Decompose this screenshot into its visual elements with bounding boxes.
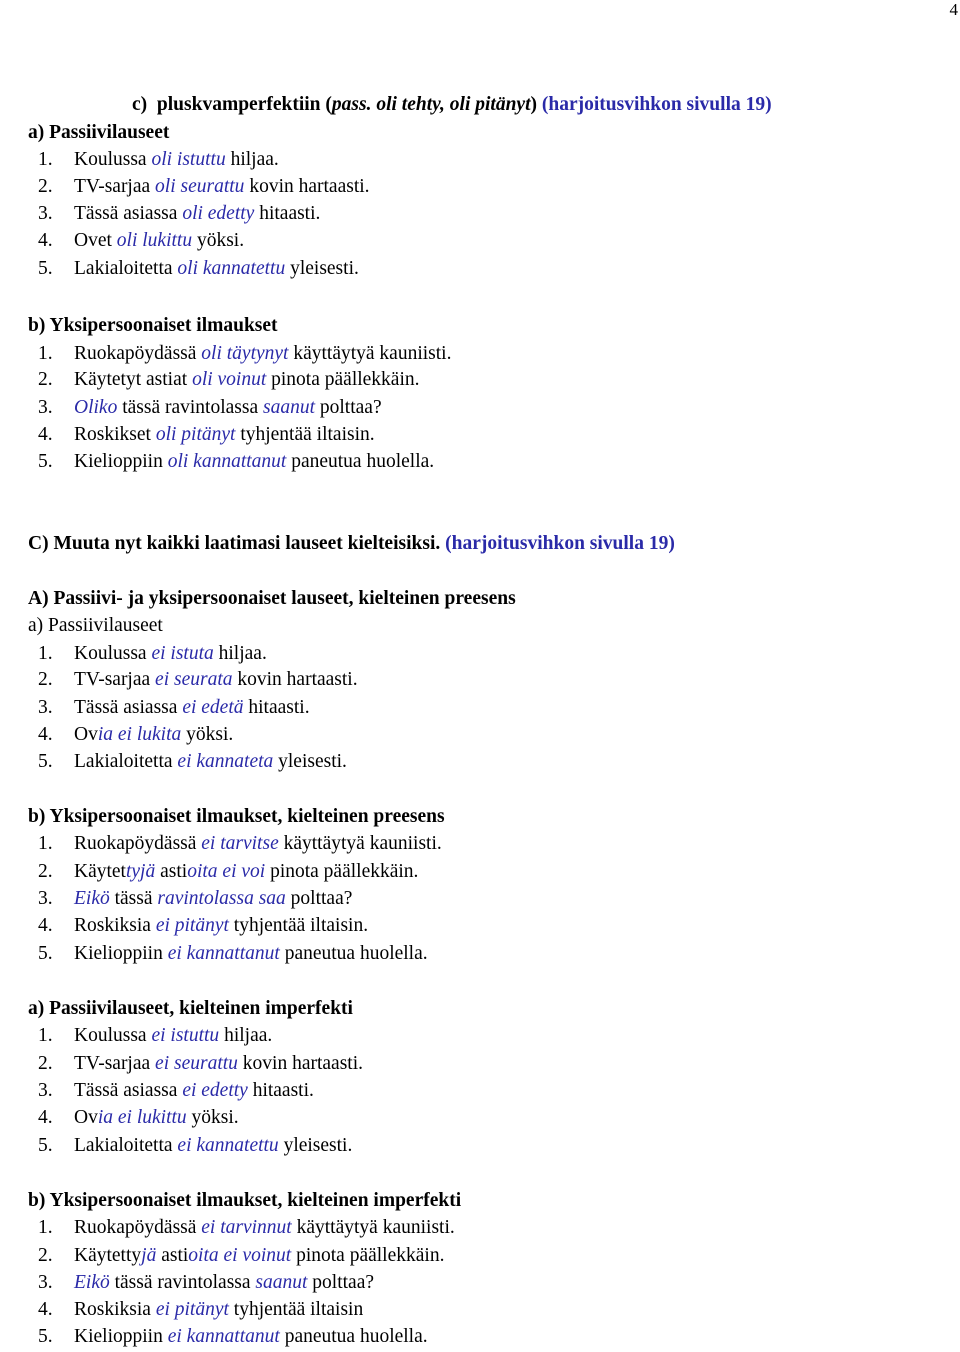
- highlighted-text: ei kannattanut: [167, 943, 280, 964]
- item-number: 2.: [38, 669, 53, 690]
- list-item: [38, 886, 352, 912]
- highlighted-text: oli kannattanut: [167, 451, 287, 472]
- text-segment: pass. oli tehty, oli pitänyt: [331, 94, 531, 115]
- list-item: [38, 913, 368, 939]
- list-item: [38, 1105, 239, 1131]
- item-number: 2.: [38, 176, 53, 197]
- item-number: 3.: [38, 888, 53, 909]
- item-number: 4.: [38, 424, 53, 445]
- section-heading: [28, 313, 278, 339]
- text-segment: ): [530, 94, 542, 115]
- item-number: 2.: [38, 1245, 53, 1266]
- highlighted-text: oli edetty: [182, 203, 255, 224]
- list-item: [38, 147, 279, 173]
- list-item: [38, 449, 434, 475]
- text-segment: b) Yksipersoonaiset ilmaukset, kielteinen preesens: [28, 806, 445, 827]
- list-item: [38, 667, 358, 693]
- section-heading: [28, 804, 445, 830]
- list-item: [38, 341, 451, 367]
- item-number: 2.: [38, 861, 53, 882]
- list-item: [38, 174, 370, 200]
- text-segment: yöksi.: [186, 1107, 239, 1128]
- text-segment: yöksi.: [192, 230, 245, 251]
- section-heading: [28, 120, 169, 146]
- text-segment: hiljaa.: [225, 149, 279, 170]
- text-segment: paneutua huolella.: [279, 1326, 428, 1347]
- list-item: [38, 859, 418, 885]
- text-segment: pinota päällekkäin.: [265, 861, 419, 882]
- item-number: 4.: [38, 230, 53, 251]
- highlighted-text: oli kannatettu: [177, 258, 286, 279]
- text-line: [28, 613, 163, 639]
- list-item: [38, 722, 233, 748]
- highlighted-text: (harjoitusvihkon sivulla 19): [541, 94, 772, 115]
- text-segment: hiljaa.: [213, 643, 267, 664]
- highlighted-text: ei istuta: [151, 643, 214, 664]
- highlighted-text: ei kannattanut: [167, 1326, 280, 1347]
- text-segment: Koulussa: [74, 643, 152, 664]
- text-segment: a) Passiivilauseet, kielteinen imperfekti: [28, 998, 353, 1019]
- section-heading: [28, 996, 353, 1022]
- item-number: 1.: [38, 1217, 53, 1238]
- highlighted-text: ei seurattu: [155, 1053, 238, 1074]
- text-segment: Kielioppiin: [74, 451, 168, 472]
- text-segment: hitaasti.: [254, 203, 321, 224]
- text-segment: C) Muuta nyt kaikki laatimasi lauseet kielteisiksi.: [28, 533, 446, 554]
- text-segment: Käytetyt astiat: [74, 369, 193, 390]
- text-segment: Lakialoitetta: [74, 751, 178, 772]
- text-segment: Käytet: [74, 861, 126, 882]
- item-number: 3.: [38, 1080, 53, 1101]
- item-number: 3.: [38, 203, 53, 224]
- item-number: 5.: [38, 1326, 53, 1347]
- text-segment: Lakialoitetta: [74, 258, 178, 279]
- list-item: [38, 1023, 272, 1049]
- text-segment: Kielioppiin: [74, 1326, 168, 1347]
- text-segment: a) Passiivilauseet: [28, 615, 163, 636]
- item-number: 2.: [38, 1053, 53, 1074]
- list-item: [38, 256, 359, 282]
- highlighted-text: oli lukittu: [116, 230, 193, 251]
- text-segment: Ovet: [74, 230, 117, 251]
- highlighted-text: ei pitänyt: [155, 915, 229, 936]
- highlighted-text: Eikö: [74, 1272, 110, 1293]
- text-segment: Kielioppiin: [74, 943, 168, 964]
- list-item: [38, 831, 442, 857]
- highlighted-text: ei edetty: [182, 1080, 248, 1101]
- highlighted-text: oita ei voi: [187, 861, 266, 882]
- text-segment: käyttäytyä kauniisti.: [291, 1217, 455, 1238]
- item-number: 5.: [38, 751, 53, 772]
- text-segment: hiljaa.: [219, 1025, 273, 1046]
- item-number: 3.: [38, 697, 53, 718]
- item-number: 4.: [38, 724, 53, 745]
- text-segment: paneutua huolella.: [286, 451, 435, 472]
- item-number: 4.: [38, 915, 53, 936]
- text-segment: pinota päällekkäin.: [291, 1245, 445, 1266]
- text-segment: yleisesti.: [285, 258, 359, 279]
- highlighted-text: ei pitänyt: [155, 1299, 229, 1320]
- list-item: [38, 1297, 363, 1323]
- item-number: 4.: [38, 1299, 53, 1320]
- text-segment: Koulussa: [74, 149, 152, 170]
- text-segment: Koulussa: [74, 1025, 152, 1046]
- text-segment: Roskiksia: [74, 915, 156, 936]
- list-item: [38, 749, 347, 775]
- text-segment: hitaasti.: [247, 1080, 314, 1101]
- item-number: 1.: [38, 833, 53, 854]
- list-item: [38, 367, 420, 393]
- page-number: 4: [949, 0, 958, 19]
- item-number: 5.: [38, 943, 53, 964]
- text-segment: yöksi.: [181, 724, 234, 745]
- item-number: 5.: [38, 451, 53, 472]
- text-segment: Ruokapöydässä: [74, 833, 202, 854]
- text-segment: paneutua huolella.: [279, 943, 428, 964]
- text-segment: hitaasti.: [243, 697, 310, 718]
- text-segment: Ruokapöydässä: [74, 1217, 202, 1238]
- text-segment: yleisesti.: [278, 1135, 353, 1156]
- section-heading: [132, 92, 772, 118]
- highlighted-text: ei istuttu: [151, 1025, 220, 1046]
- highlighted-text: ei tarvinnut: [201, 1217, 292, 1238]
- text-segment: Ov: [74, 724, 98, 745]
- text-segment: kovin hartaasti.: [232, 669, 358, 690]
- highlighted-text: Eikö: [74, 888, 110, 909]
- text-segment: Ruokapöydässä: [74, 343, 202, 364]
- highlighted-text: Oliko: [74, 397, 118, 418]
- highlighted-text: oli voinut: [192, 369, 267, 390]
- text-segment: Roskiksia: [74, 1299, 156, 1320]
- text-segment: a) Passiivilauseet: [28, 122, 170, 143]
- text-segment: tässä ravintolassa: [109, 1272, 256, 1293]
- highlighted-text: oli täytynyt: [201, 343, 289, 364]
- item-number: 1.: [38, 643, 53, 664]
- item-number: 5.: [38, 258, 53, 279]
- list-item: [38, 1324, 428, 1350]
- highlighted-text: ei seurata: [155, 669, 233, 690]
- list-item: [38, 395, 382, 421]
- list-item: [38, 941, 428, 967]
- item-number: 1.: [38, 1025, 53, 1046]
- list-item: [38, 1078, 314, 1104]
- highlighted-text: ei kannateta: [177, 751, 274, 772]
- section-heading: [28, 586, 516, 612]
- highlighted-text: ia ei lukittu: [97, 1107, 187, 1128]
- highlighted-text: oli seurattu: [155, 176, 245, 197]
- highlighted-text: ei edetä: [182, 697, 244, 718]
- item-number: 5.: [38, 1135, 53, 1156]
- section-heading: [28, 531, 675, 557]
- text-segment: Ov: [74, 1107, 98, 1128]
- item-number: 3.: [38, 1272, 53, 1293]
- text-segment: tässä ravintolassa: [117, 397, 263, 418]
- highlighted-text: ia ei lukita: [97, 724, 182, 745]
- highlighted-text: oli istuttu: [151, 149, 226, 170]
- highlighted-text: ravintolassa saa: [157, 888, 286, 909]
- text-segment: Tässä asiassa: [74, 697, 183, 718]
- text-segment: käyttäytyä kauniisti.: [278, 833, 442, 854]
- text-segment: A) Passiivi- ja yksipersoonaiset lauseet, kielteinen preesens: [28, 588, 516, 609]
- highlighted-text: ei kannatettu: [177, 1135, 279, 1156]
- list-item: [38, 201, 320, 227]
- list-item: [38, 1133, 352, 1159]
- text-segment: tyhjentää iltaisin.: [228, 915, 369, 936]
- text-segment: polttaa?: [285, 888, 353, 909]
- highlighted-text: oita ei voinut: [188, 1245, 292, 1266]
- text-segment: c): [132, 94, 148, 115]
- item-number: 1.: [38, 149, 53, 170]
- item-number: 2.: [38, 369, 53, 390]
- list-item: [38, 1051, 363, 1077]
- text-segment: Tässä asiassa: [74, 203, 183, 224]
- text-segment: Tässä asiassa: [74, 1080, 183, 1101]
- text-segment: tässä: [109, 888, 158, 909]
- text-segment: Käytetty: [74, 1245, 142, 1266]
- text-segment: b) Yksipersoonaiset ilmaukset: [28, 315, 278, 336]
- text-segment: asti: [156, 1245, 189, 1266]
- section-heading: [28, 1188, 461, 1214]
- highlighted-text: jä: [141, 1245, 157, 1266]
- highlighted-text: (harjoitusvihkon sivulla 19): [445, 533, 675, 554]
- text-segment: Roskikset: [74, 424, 156, 445]
- text-segment: kovin hartaasti.: [237, 1053, 364, 1074]
- text-segment: pluskvamperfektiin (: [147, 94, 332, 115]
- list-item: [38, 422, 375, 448]
- item-number: 3.: [38, 397, 53, 418]
- highlighted-text: ei tarvitse: [201, 833, 279, 854]
- list-item: [38, 1270, 374, 1296]
- list-item: [38, 228, 244, 254]
- highlighted-text: saanut: [263, 397, 316, 418]
- list-item: [38, 641, 267, 667]
- text-segment: käyttäytyä kauniisti.: [288, 343, 452, 364]
- highlighted-text: tyjä: [125, 861, 156, 882]
- list-item: [38, 1243, 444, 1269]
- text-segment: yleisesti.: [273, 751, 347, 772]
- text-segment: b) Yksipersoonaiset ilmaukset, kielteinen imperfekti: [28, 1190, 462, 1211]
- text-segment: polttaa?: [307, 1272, 375, 1293]
- text-segment: tyhjentää iltaisin.: [235, 424, 375, 445]
- text-segment: polttaa?: [315, 397, 382, 418]
- text-segment: TV-sarjaa: [74, 1053, 156, 1074]
- highlighted-text: oli pitänyt: [155, 424, 236, 445]
- text-segment: tyhjentää iltaisin: [228, 1299, 364, 1320]
- item-number: 1.: [38, 343, 53, 364]
- item-number: 4.: [38, 1107, 53, 1128]
- text-segment: kovin hartaasti.: [244, 176, 370, 197]
- list-item: [38, 695, 310, 721]
- highlighted-text: saanut: [255, 1272, 308, 1293]
- list-item: [38, 1215, 455, 1241]
- text-segment: TV-sarjaa: [74, 669, 156, 690]
- text-segment: asti: [155, 861, 188, 882]
- text-segment: pinota päällekkäin.: [266, 369, 420, 390]
- text-segment: Lakialoitetta: [74, 1135, 178, 1156]
- text-segment: TV-sarjaa: [74, 176, 156, 197]
